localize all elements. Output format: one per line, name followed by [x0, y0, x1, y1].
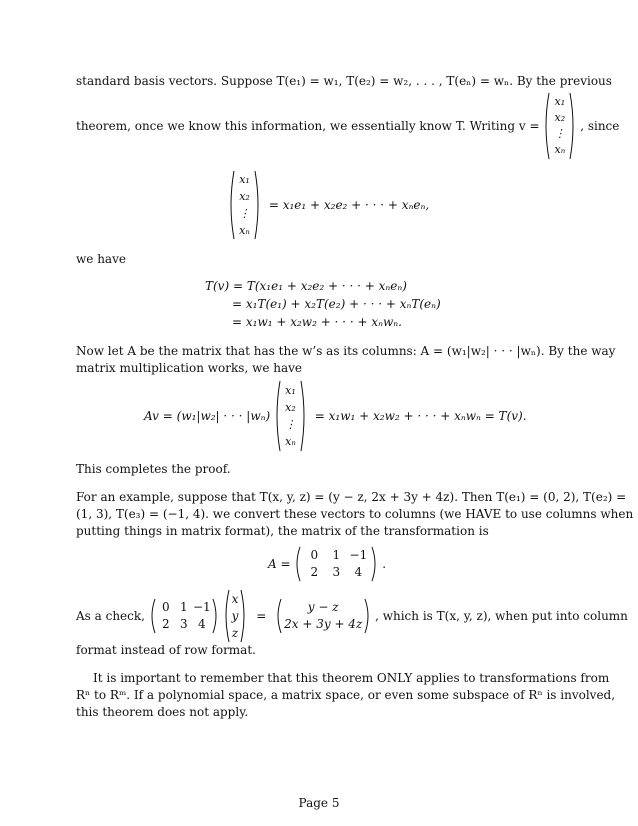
- right-paren: [371, 546, 378, 582]
- vector-column: x₁ x₂ ⋮ xₙ: [284, 384, 296, 448]
- right-paren: [212, 598, 219, 634]
- text-line: putting things in matrix format), the matrix of the transformation is: [76, 524, 489, 538]
- vector-column: x₁ x₂ ⋮ xₙ: [239, 173, 250, 237]
- matrix-row: 2 3 4: [310, 565, 363, 579]
- text-line: Now let A be the matrix that has the w’s as its columns: A = (w₁|w₂| · · · |wₙ). By the way: [76, 344, 616, 358]
- vector-xyz: x y z: [231, 591, 239, 640]
- text-line-with-vector: [76, 92, 619, 160]
- right-paren: [364, 598, 371, 634]
- equation-2-line-1: T(v) = T(x₁e₁ + x₂e₂ + · · · + xₙeₙ): [205, 279, 407, 293]
- right-paren: [569, 92, 576, 160]
- text-segment: , since: [580, 119, 620, 133]
- left-paren: [223, 589, 230, 643]
- text-line: standard basis vectors. Suppose T(e₁) = w₁, T(e₂) = w₂, . . . , T(eₙ) = wₙ. By the previous: [76, 74, 612, 88]
- equation-2-line-3: = x₁w₁ + x₂w₂ + · · · + xₙwₙ.: [232, 315, 402, 329]
- left-paren: [543, 92, 550, 160]
- equation-rhs: = x₁w₁ + x₂w₂ + · · · + xₙwₙ = T(v).: [314, 409, 527, 423]
- matrix-A: 0 1 −1 2 3 4: [161, 600, 211, 631]
- equation-lhs: Av = (w₁|w₂| · · · |wₙ): [144, 409, 271, 423]
- equation-2-line-2: = x₁T(e₁) + x₂T(e₂) + · · · + xₙT(eₙ): [232, 297, 441, 311]
- equation-1: [228, 170, 429, 240]
- left-paren: [274, 380, 281, 452]
- equation-4: [268, 546, 386, 582]
- text-line: This completes the proof.: [76, 462, 231, 476]
- matrix-row: 0 1 −1: [310, 548, 368, 562]
- text-line: matrix multiplication works, we have: [76, 361, 303, 375]
- text-line: For an example, suppose that T(x, y, z) = (y − z, 2x + 3y + 4z). Then T(e₁) = (0, 2), T(e₂) =: [76, 490, 627, 504]
- equation-lhs: A =: [268, 557, 291, 571]
- equation-rhs: = x₁e₁ + x₂e₂ + · · · + xₙeₙ,: [268, 198, 430, 212]
- text-line: It is important to remember that this theorem ONLY applies to transformations from: [93, 671, 610, 685]
- page-number: Page 5: [298, 796, 340, 810]
- left-paren: [294, 546, 301, 582]
- text-line: we have: [76, 252, 126, 266]
- equals-sign: =: [256, 609, 267, 623]
- left-paren: [149, 598, 156, 634]
- check-equation: [76, 589, 628, 643]
- equation-3: [144, 380, 527, 452]
- text-segment: theorem, once we know this information, we essentially know T. Writing v =: [76, 119, 540, 133]
- vector-column: x₁ x₂ ⋮ xₙ: [554, 95, 566, 156]
- text-line: (1, 3), T(e₃) = (−1, 4). we convert these vectors to columns (we HAVE to use columns when: [76, 507, 634, 521]
- left-paren: [228, 170, 235, 240]
- text-segment: As a check,: [76, 609, 145, 623]
- right-paren: [240, 589, 247, 643]
- right-paren: [300, 380, 307, 452]
- right-paren: [254, 170, 261, 240]
- left-paren: [275, 598, 282, 634]
- text-line: Rⁿ to Rᵐ. If a polynomial space, a matrix space, or even some subspace of Rⁿ is involved,: [76, 688, 616, 702]
- matrix-A: [301, 547, 371, 581]
- result-vector: y − z 2x + 3y + 4z: [284, 600, 363, 631]
- text-segment: , which is T(x, y, z), when put into column: [375, 609, 628, 623]
- text-line: this theorem does not apply.: [76, 705, 249, 719]
- period: .: [382, 557, 387, 571]
- text-line: format instead of row format.: [76, 643, 256, 657]
